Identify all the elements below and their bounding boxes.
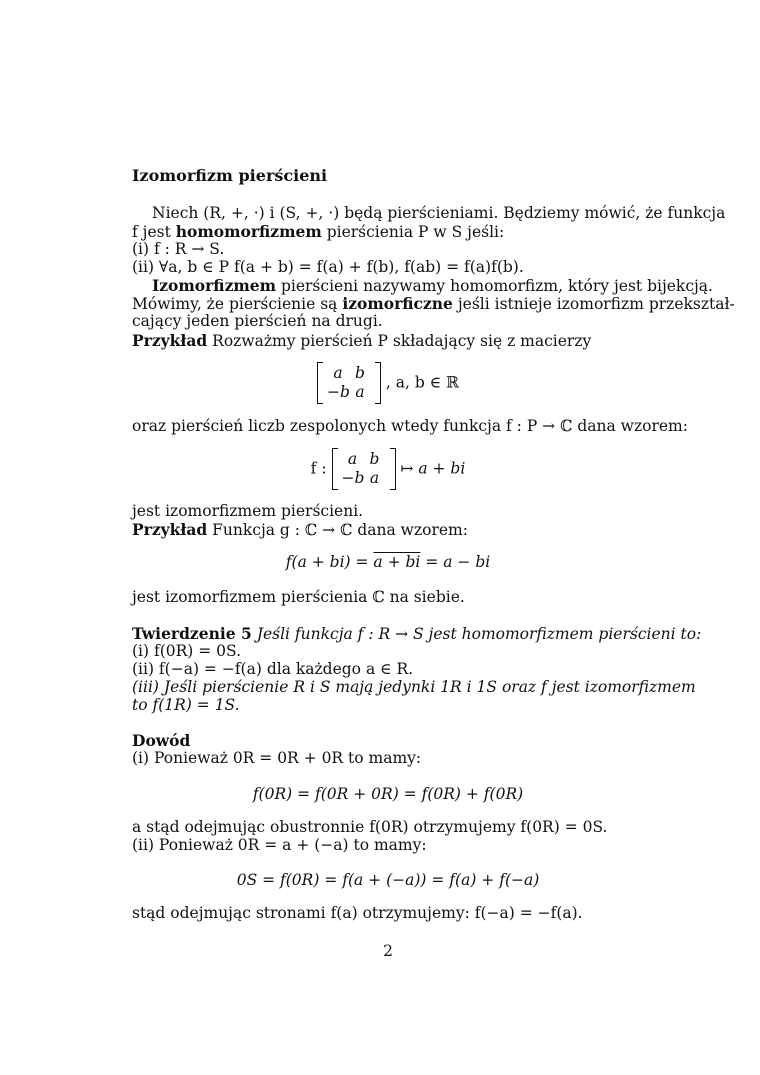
example-2-conclusion: jest izomorfizmem pierścienia ℂ na siebie. — [132, 588, 465, 606]
section-title: Izomorfizm pierścieni — [132, 166, 328, 185]
term-homomorphism: homomorfizmem — [175, 222, 322, 241]
example-1-conclusion: jest izomorfizmem pierścieni. — [132, 502, 364, 520]
theorem-iii-cont: to f(1R) = 1S. — [132, 696, 240, 714]
conjugate-formula: f(a + bi) = a + bi = a − bi — [285, 553, 491, 571]
proof-equation-1: f(0R) = f(0R + 0R) = f(0R) + f(0R) — [252, 785, 524, 803]
theorem-header: Twierdzenie 5 Jeśli funkcja f : R → S jest homomorfizmem pierścieni to: — [132, 624, 702, 643]
theorem-iii: (iii) Jeśli pierścienie R i S mają jedynki 1R i 1S oraz f jest izomorfizmem — [132, 678, 696, 696]
term-isomorphism: Izomorfizmem — [152, 276, 277, 295]
map-display: f : a b −b a ↦ a + bi — [310, 450, 466, 487]
page-number: 2 — [383, 942, 393, 960]
matrix-condition: , a, b ∈ ℝ — [385, 373, 460, 392]
matrix-display — [132, 364, 644, 402]
proof-i: (i) Ponieważ 0R = 0R + 0R to mamy: — [132, 749, 422, 767]
example-1-line-2: oraz pierścień liczb zespolonych wtedy funkcja f : P → ℂ dana wzorem: — [132, 417, 688, 435]
isomorphic-definition-cont: cający jeden pierścień na drugi. — [132, 312, 383, 330]
map-matrix: a b −b a — [332, 450, 396, 488]
example-1-intro: Przykład Rozważmy pierścień P składający się z macierzy — [132, 331, 592, 350]
condition-ii: (ii) ∀a, b ∈ P f(a + b) = f(a) + f(b), f(ab) = f(a)f(b). — [132, 258, 524, 276]
definition-line-2: f jest homomorfizmem pierścienia P w S jeśli: — [132, 222, 505, 241]
proof-equation-2: 0S = f(0R) = f(a + (−a)) = f(a) + f(−a) — [236, 871, 540, 889]
theorem-ii: (ii) f(−a) = −f(a) dla każdego a ∈ R. — [132, 660, 414, 678]
proof-ii: (ii) Ponieważ 0R = a + (−a) to mamy: — [132, 836, 427, 854]
definition-line-1: Niech (R, +, ·) i (S, +, ·) będą pierścieniami. Będziemy mówić, że funkcja — [152, 204, 726, 222]
example-2-intro: Przykład Funkcja g : ℂ → ℂ dana wzorem: — [132, 520, 468, 539]
isomorphism-definition: Izomorfizmem pierścieni nazywamy homomorfizm, który jest bijekcją. — [152, 276, 713, 295]
theorem-i: (i) f(0R) = 0S. — [132, 642, 242, 660]
condition-i: (i) f : R → S. — [132, 240, 225, 258]
matrix: a b −b a — [317, 364, 381, 402]
proof-i-conclusion: a stąd odejmując obustronnie f(0R) otrzymujemy f(0R) = 0S. — [132, 818, 608, 836]
term-isomorphic: izomorficzne — [342, 294, 453, 313]
isomorphic-definition: Mówimy, że pierścienie są izomorficzne jeśli istnieje izomorfizm przekształ- — [132, 294, 735, 313]
proof-ii-conclusion: stąd odejmując stronami f(a) otrzymujemy: f(−a) = −f(a). — [132, 904, 583, 922]
proof-title: Dowód — [132, 731, 191, 750]
